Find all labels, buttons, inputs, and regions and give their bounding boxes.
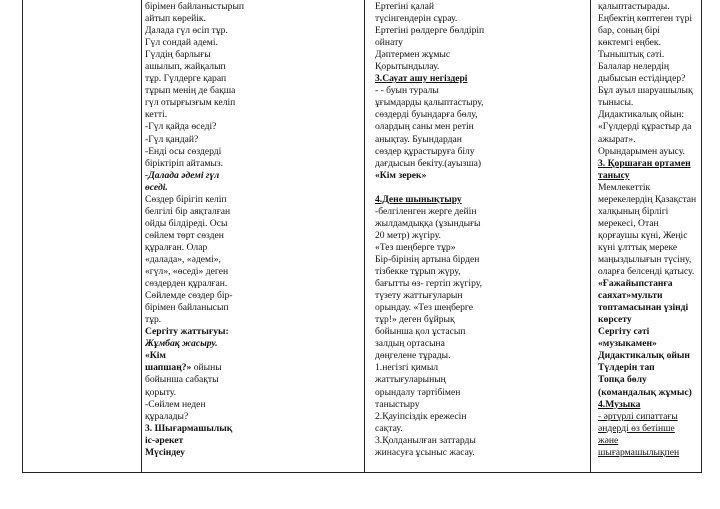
text-run: сақтау.: [375, 422, 403, 434]
text-line: [598, 242, 700, 254]
text-line: [375, 61, 587, 73]
text-line: [145, 314, 359, 326]
text-line: [598, 121, 700, 133]
table-border-right: [701, 0, 702, 472]
text-line: [145, 194, 359, 206]
text-line: [598, 218, 700, 230]
text-line: [375, 218, 587, 230]
text-line: [598, 194, 700, 206]
text-line: [145, 182, 359, 194]
text-line: [375, 25, 587, 37]
text-line: [598, 73, 700, 85]
text-run: құралады?: [145, 410, 189, 422]
text-line: [598, 362, 700, 374]
text-run: маңыздылығын түсіну,: [598, 253, 692, 265]
text-line: [598, 314, 700, 326]
text-run: қалыптастырады.: [598, 1, 670, 12]
text-run: өседі.: [145, 181, 168, 193]
text-run: мерекесі, Отан: [598, 217, 659, 229]
text-run: Мемлекеттік: [598, 181, 651, 193]
text-run: ойнату: [375, 37, 403, 49]
text-line: [598, 85, 700, 97]
text-run: дыбысын естідіңдер?: [598, 73, 686, 85]
text-line: [375, 266, 587, 278]
text-run: тынысы.: [598, 97, 634, 109]
text-run: көрсету: [598, 314, 632, 326]
text-line: [598, 338, 700, 350]
text-line: [375, 254, 587, 266]
text-run: 3. Шығармашылық: [145, 422, 233, 434]
text-line: [145, 218, 359, 230]
text-line: [598, 49, 700, 61]
text-line: [598, 109, 700, 121]
text-line: [145, 206, 359, 218]
text-line: [145, 254, 359, 266]
text-line: [375, 362, 587, 374]
text-line: [375, 1, 587, 13]
text-line: [598, 170, 700, 182]
text-run: шығармашылықпен: [598, 446, 680, 458]
text-run: 1.негізгі қимыл: [375, 362, 439, 374]
text-run: халқының бірлігі: [598, 205, 669, 217]
text-run: кетті.: [145, 109, 168, 121]
text-line: [375, 97, 587, 109]
text-line: [145, 121, 359, 133]
text-line: [375, 399, 587, 411]
text-run: 3.Сауат ашу негіздері: [375, 73, 468, 85]
text-run: (командалық жұмыс): [598, 386, 692, 398]
table-border-left: [22, 0, 23, 472]
text-line: [145, 387, 359, 399]
text-run: тізбекке тұрып жүру,: [375, 266, 461, 278]
text-run: гүл отырғызғым келіп: [145, 97, 236, 109]
text-line: [375, 290, 587, 302]
text-run: оларға белсенді қатысу.: [598, 266, 695, 278]
text-line: [598, 266, 700, 278]
text-run: түсінгендерін сұрау.: [375, 13, 458, 25]
text-run: залдың ортасына: [375, 338, 445, 350]
text-run: бағытты өз- гертіп жүгіру,: [375, 278, 482, 290]
table-cell-column-4: [598, 1, 700, 459]
text-line: [145, 85, 359, 97]
text-line: [598, 326, 700, 338]
text-line: [145, 423, 359, 435]
text-run: ажырат».: [598, 133, 636, 145]
text-line: [145, 362, 359, 374]
text-line: [375, 206, 587, 218]
text-line: [145, 411, 359, 423]
text-line: [375, 170, 587, 182]
text-line: [598, 290, 700, 302]
text-run: Бір-бірінің артына бірден: [375, 253, 480, 265]
text-run: біріктіріп айтамыз.: [145, 157, 224, 169]
table-column-divider: [141, 0, 142, 472]
text-run: ұғымдарды қалыптастыру,: [375, 97, 484, 109]
text-run: Сөйлемде сөздер бір-: [145, 290, 233, 302]
text-line: [375, 326, 587, 338]
text-run: Ертегіні қалай: [375, 1, 434, 12]
text-run: сөздерден құралған.: [145, 278, 228, 290]
text-line: [598, 158, 700, 170]
text-line: [375, 182, 587, 194]
text-run: - әртүрлі сипаттағы: [598, 410, 678, 422]
text-run: 3.Қолданылған заттарды: [375, 434, 476, 446]
text-run: айтып көрейік.: [145, 13, 206, 25]
text-run: «Кім: [145, 350, 166, 362]
text-line: [375, 194, 587, 206]
text-run: Сергіту сәті: [598, 326, 650, 338]
text-line: [145, 326, 359, 338]
text-run: Далада гүл өсіп тұр.: [145, 25, 228, 37]
text-line: [598, 302, 700, 314]
text-line: [145, 278, 359, 290]
text-run: сөздерді буындарға бөлу,: [375, 109, 478, 121]
text-line: [375, 13, 587, 25]
text-line: [375, 158, 587, 170]
text-run: Түлдерін тап: [598, 362, 655, 374]
text-line: [375, 73, 587, 85]
text-line: [145, 447, 359, 459]
text-line: [145, 134, 359, 146]
text-line: [375, 37, 587, 49]
text-line: [145, 37, 359, 49]
text-run: жаттығуларының: [375, 374, 446, 386]
text-line: [375, 242, 587, 254]
text-run: «Гүлдерді құрастыр да: [598, 121, 692, 133]
text-line: [375, 423, 587, 435]
text-run: Ертегіні рөлдерге бөлдіріп: [375, 25, 485, 37]
text-run: Дидактикалық ойын:: [598, 109, 685, 121]
text-line: [598, 387, 700, 399]
text-line: [598, 134, 700, 146]
text-run: Гүл сондай әдемі.: [145, 37, 218, 49]
text-run: Еңбектің көптеген түрі: [598, 13, 693, 25]
text-line: [145, 49, 359, 61]
text-line: [145, 374, 359, 386]
text-line: [598, 37, 700, 49]
table-cell-column-3: [375, 1, 587, 459]
text-line: [598, 61, 700, 73]
text-run: күні ұлттық мереке: [598, 241, 678, 253]
text-line: [598, 399, 700, 411]
text-line: [145, 399, 359, 411]
text-run: және: [598, 434, 619, 446]
text-run: саяхат»мульти: [598, 290, 663, 302]
text-line: [598, 278, 700, 290]
text-run: тұр. Гүлдерге қарап: [145, 73, 227, 85]
text-line: [598, 25, 700, 37]
text-run: мерекелердің Қазақстан: [598, 193, 697, 205]
text-run: ойды білдіреді. Осы: [145, 217, 228, 229]
text-line: [375, 85, 587, 97]
text-run: 20 метр) жүгіру.: [375, 229, 441, 241]
text-line: [145, 290, 359, 302]
text-run: -Гүл қайда өседі?: [145, 121, 217, 133]
text-line: [598, 374, 700, 386]
text-run: «Ғажайыпстанға: [598, 278, 673, 290]
text-run: тұрып менің де бақша: [145, 85, 236, 97]
text-run: Гүлдің барлығы: [145, 49, 211, 61]
text-run: олардың саны мен ретін: [375, 121, 474, 133]
text-run: жинасуға ұсыныс жасау.: [375, 446, 475, 458]
text-run: 4.Музыка: [598, 398, 641, 410]
text-run: әндерді өз бетінше: [598, 422, 675, 434]
text-line: [598, 230, 700, 242]
text-run: Мүсіндеу: [145, 446, 185, 458]
text-line: [598, 435, 700, 447]
text-line: [375, 387, 587, 399]
text-run: ашылып, жайқалып: [145, 61, 226, 73]
text-line: [598, 447, 700, 459]
text-line: [145, 146, 359, 158]
text-line: [598, 146, 700, 158]
table-bottom-border: [22, 472, 702, 473]
text-run: - - буын туралы: [375, 85, 439, 97]
text-run: -Далада әдемі гүл: [145, 169, 220, 181]
text-run: Қорытындылау.: [375, 61, 440, 73]
text-line: [145, 1, 359, 13]
text-run: көктемгі еңбек.: [598, 37, 661, 49]
table-column-divider: [364, 0, 365, 472]
text-run: 3. Қоршаған ортамен: [598, 157, 691, 169]
text-line: [145, 97, 359, 109]
text-line: [145, 230, 359, 242]
text-run: 4.Дене шынықтыру: [375, 193, 462, 205]
text-line: [145, 13, 359, 25]
table-cell-column-2: [145, 1, 359, 459]
text-run: -Гүл қандай?: [145, 133, 199, 145]
text-run: 2.Қауіпсіздік ережесін: [375, 410, 467, 422]
text-line: [598, 411, 700, 423]
text-line: [145, 170, 359, 182]
text-line: [375, 314, 587, 326]
text-line: [145, 435, 359, 447]
text-line: [375, 411, 587, 423]
text-run: дағдысын бекіту.(ауызша): [375, 157, 482, 169]
text-run: Дәптермен жұмыс: [375, 49, 451, 61]
text-run: Сергіту жаттығуы:: [145, 326, 229, 338]
text-run: бірімен байланысып: [145, 302, 229, 314]
text-line: [145, 61, 359, 73]
text-line: [598, 1, 700, 13]
text-run: орындалу тәртібімен: [375, 386, 461, 398]
text-line: [375, 435, 587, 447]
text-run: танысу: [598, 169, 630, 181]
text-line: [145, 73, 359, 85]
text-run: бірімен байланыстырып: [145, 1, 245, 12]
text-run: бойынша қол ұстасып: [375, 326, 466, 338]
text-run: «далада», «әдемі»,: [145, 253, 221, 265]
text-line: [375, 350, 587, 362]
text-line: [375, 338, 587, 350]
text-run: белгілі бір аяқталған: [145, 205, 231, 217]
text-line: [375, 447, 587, 459]
text-run: шапшаң?»: [145, 362, 192, 374]
text-line: [375, 302, 587, 314]
text-line: [145, 242, 359, 254]
text-line: [145, 109, 359, 121]
text-run: «музыкамен»: [598, 338, 657, 350]
text-line: [598, 254, 700, 266]
text-line: [375, 121, 587, 133]
text-line: [598, 97, 700, 109]
text-run: жылдамдыққа (ұзындығы: [375, 217, 481, 229]
text-run: анықтау. Буындардан: [375, 133, 462, 145]
text-line: [375, 230, 587, 242]
text-line: [145, 25, 359, 37]
text-run: қорыту.: [145, 386, 177, 398]
text-run: сөйлем төрт сөзден: [145, 229, 224, 241]
text-run: Бұл ауыл шаруашылық: [598, 85, 693, 97]
text-line: [375, 374, 587, 386]
text-run: дөңгелене тұрады.: [375, 350, 451, 362]
text-line: [145, 266, 359, 278]
text-run: Балалар нелердің: [598, 61, 670, 73]
text-line: [375, 278, 587, 290]
text-run: орындау. «Тез шеңберге: [375, 302, 473, 314]
text-line: [145, 350, 359, 362]
text-run: түзету жаттығуларын: [375, 290, 463, 302]
text-run: -белгіленген жерге дейін: [375, 205, 477, 217]
text-run: бар, соның бірі: [598, 25, 660, 37]
text-line: [145, 158, 359, 170]
text-run: іс-әрекет: [145, 434, 184, 446]
text-run: «Тез шеңберге тұр»: [375, 241, 456, 253]
text-line: [375, 134, 587, 146]
text-run: -Енді осы сөздерді: [145, 145, 222, 157]
text-run: бойынша сабақты: [145, 374, 219, 386]
text-run: «гүл», «өседі» деген: [145, 266, 229, 278]
text-line: [375, 146, 587, 158]
text-line: [598, 182, 700, 194]
text-run: Дидактикалық ойын: [598, 350, 690, 362]
text-run: Тыныштық сәті.: [598, 49, 665, 61]
text-run: сөздер құрастыруға білу: [375, 145, 475, 157]
text-line: [375, 109, 587, 121]
table-column-divider: [590, 0, 591, 472]
text-line: [375, 49, 587, 61]
text-run: Сөздер бірігіп келіп: [145, 193, 227, 205]
text-run: топтамасынан үзінді: [598, 302, 689, 314]
text-run: Орындарымен ауысу.: [598, 145, 685, 157]
text-line: [145, 338, 359, 350]
text-run: -Сөйлем неден: [145, 398, 206, 410]
text-run: Жұмбақ жасыру.: [145, 338, 218, 350]
text-run: Топқа бөлу: [598, 374, 647, 386]
text-line: [598, 423, 700, 435]
text-run: тұр.: [145, 314, 162, 326]
text-run: «Кім зерек»: [375, 169, 427, 181]
text-run: тұр!» деген бұйрық: [375, 314, 455, 326]
text-line: [145, 302, 359, 314]
text-line: [598, 206, 700, 218]
text-run: қорғаушы күні, Жеңіс: [598, 229, 688, 241]
text-line: [598, 13, 700, 25]
text-run: құралған. Олар: [145, 241, 208, 253]
text-run: ойыны: [191, 362, 222, 374]
text-run: таныстыру: [375, 398, 420, 410]
text-line: [598, 350, 700, 362]
